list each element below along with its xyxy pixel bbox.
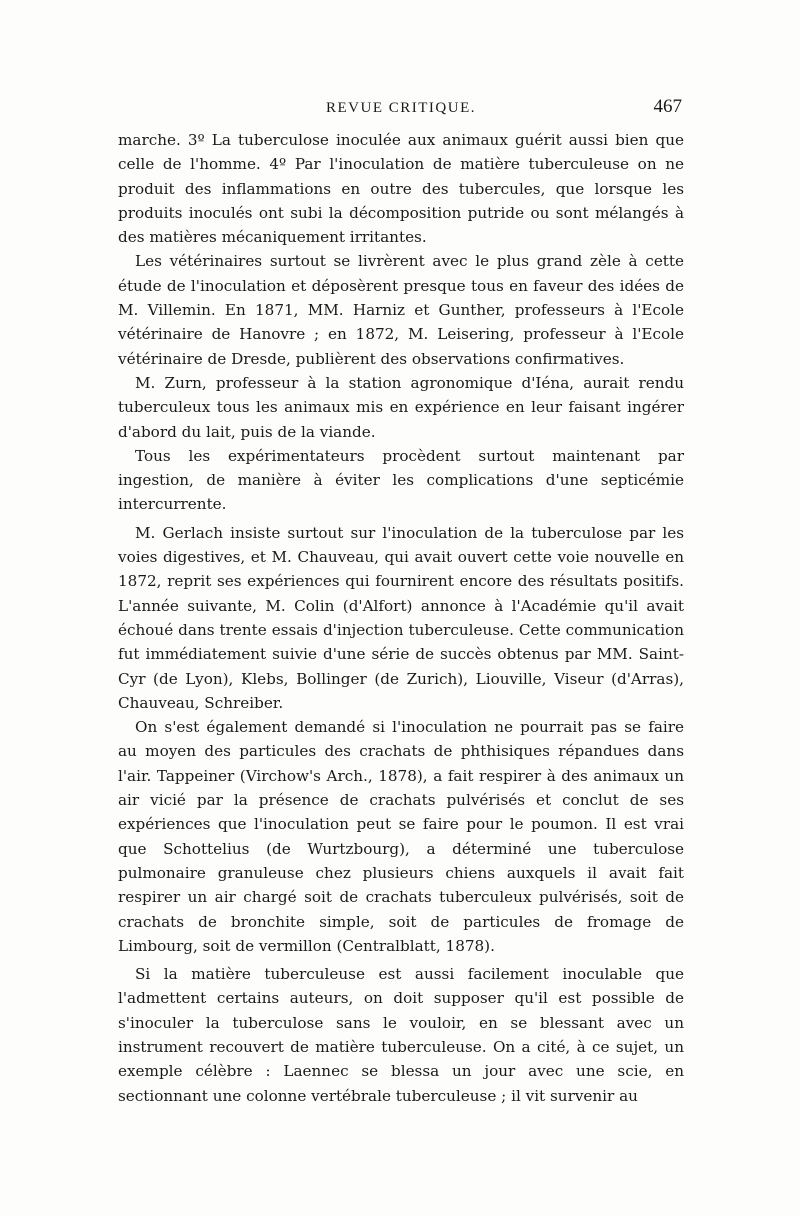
page-number: 467 bbox=[653, 96, 682, 117]
paragraph-crachats: On s'est également demandé si l'inoculation ne pourrait pas se faire au moyen des particules des crachats de phthisiques répandues dans l'air. Tappeiner (Virchow's Arch., 1878), a fait respirer à des animaux un air vicié par la présence de crachats pulvérisés et conclut de ses expériences que l'inoculation peut se faire pour le poumon. Il est vrai que Schottelius (de Wurtzbourg), a déterminé une tuberculose pulmonaire granuleuse chez plusieurs chiens auxquels il avait fait respirer un air chargé soit de crachats tuberculeux pulvérisés, soit de crachats de bronchite simple, soit de particules de fromage de Limbourg, soit de vermillon (Centralblatt, 1878). bbox=[118, 718, 684, 955]
paragraph-veterinaires: Les vétérinaires surtout se livrèrent avec le plus grand zèle à cette étude de l'inoculation et déposèrent presque tous en faveur des idées de M. Villemin. En 1871, MM. Harniz et Gunther, professeurs à l'Ecole vétérinaire de Hanovre ; en 1872, M. Leisering, professeur à l'Ecole vétérinaire de Dresde, publièrent des observations confirmatives. bbox=[118, 252, 684, 368]
paragraph-laennec: Si la matière tuberculeuse est aussi facilement inoculable que l'admettent certains auteurs, on doit supposer qu'il est possible de s'inoculer la tuberculose sans le vouloir, en se blessant avec un instrument recouvert de matière tuberculeuse. On a cité, à ce sujet, un exemple célèbre : Laennec se blessa un jour avec une scie, en sectionnant une colonne vertébrale tuberculeuse ; il vit survenir au bbox=[118, 965, 684, 1105]
body-text bbox=[118, 128, 684, 1108]
running-head bbox=[118, 96, 684, 122]
running-title: REVUE CRITIQUE. bbox=[326, 100, 476, 116]
paragraph-gerlach: M. Gerlach insiste surtout sur l'inoculation de la tuberculose par les voies digestives, et M. Chauveau, qui avait ouvert cette voie nouvelle en 1872, reprit ses expériences qui fournirent encore des résultats positifs. L'année suivante, M. Colin (d'Alfort) annonce à l'Académie qu'il avait échoué dans trente essais d'injection tuberculeuse. Cette communication fut immédiatement suivie d'une série de succès obtenus par MM. Saint-Cyr (de Lyon), Klebs, Bollinger (de Zurich), Liouville, Viseur (d'Arras), Chauveau, Schreiber. bbox=[118, 523, 684, 712]
paragraph-zurn: M. Zurn, professeur à la station agronomique d'Iéna, aurait rendu tuberculeux tous les animaux mis en expérience en leur faisant ingérer d'abord du lait, puis de la viande. bbox=[118, 373, 684, 441]
paragraph-continued: marche. 3º La tuberculose inoculée aux animaux guérit aussi bien que celle de l'homme. 4º Par l'inoculation de matière tuberculeuse on ne produit des inflammations en outre des tubercules, que lorsque les produits inoculés ont subi la décomposition putride ou sont mélangés à des matières mécaniquement irritantes. bbox=[118, 131, 684, 247]
paragraph-experimentateurs: Tous les expérimentateurs procèdent surtout maintenant par ingestion, de manière à éviter les complications d'une septicémie intercurrente. bbox=[118, 446, 684, 514]
